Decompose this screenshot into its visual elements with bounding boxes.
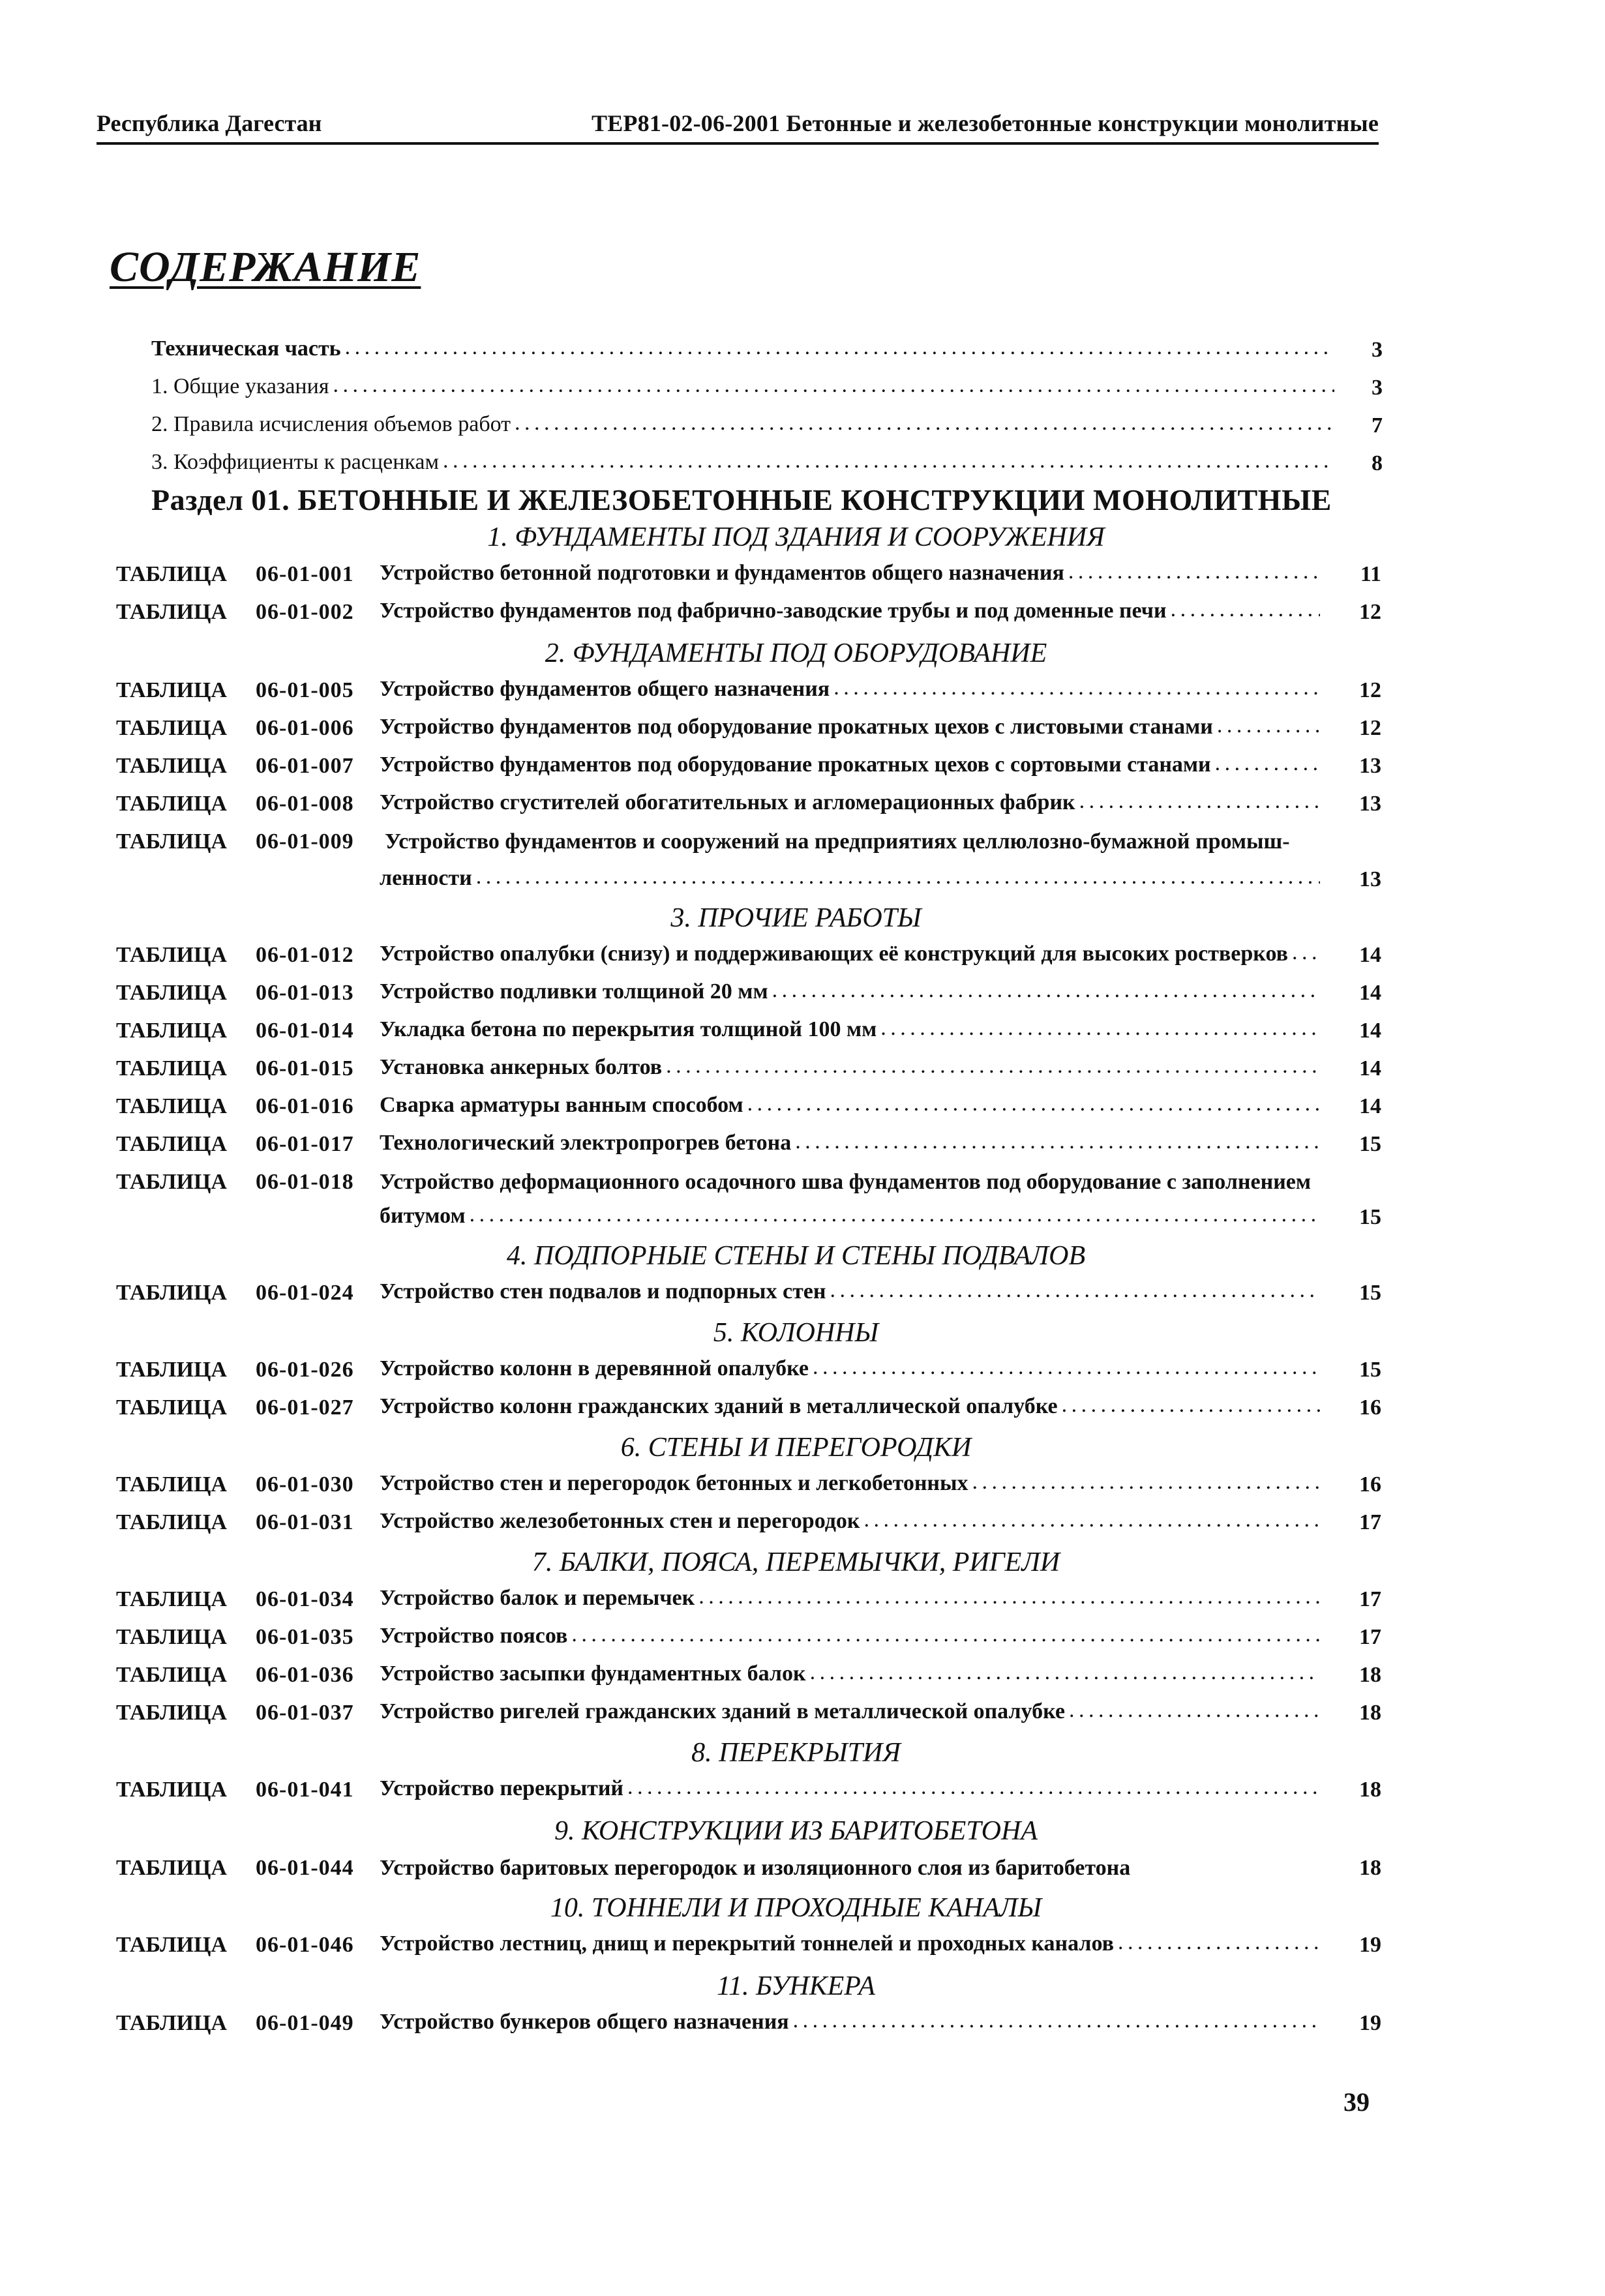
intro-entry[interactable] [151,338,1338,360]
entry-description: Устройство фундаментов под фабрично-заводские трубы и под доменные печи [380,599,1167,623]
entry-description: Установка анкерных болтов [380,1055,663,1079]
leader-dots [795,1131,1320,1153]
intro-entry[interactable] [151,451,1338,473]
table-label: ТАБЛИЦА [116,829,227,854]
intro-page: 8 [1372,451,1383,475]
intro-page: 7 [1372,413,1383,438]
leader-dots [1292,942,1320,964]
table-code: 06-01-002 [256,600,354,624]
subsection-heading: 4. ПОДПОРНЫЕ СТЕНЫ И СТЕНЫ ПОДВАЛОВ [506,1241,1086,1271]
table-code: 06-01-017 [256,1132,354,1156]
intro-label: 2. Правила исчисления объемов работ [151,412,511,436]
entry-description: Укладка бетона по перекрытия толщиной 100 мм [380,1017,877,1041]
entry-description: Устройство опалубки (снизу) и поддерживающих её конструкций для высоких ростверков [380,942,1288,966]
entry-description: Устройство баритовых перегородок и изоляционного слоя из баритобетона [380,1856,1131,1880]
entry-page: 18 [1359,1856,1381,1880]
leader-dots [627,1776,1320,1798]
entry-description: Устройство стен подвалов и подпорных стен [380,1279,826,1304]
leader-dots [571,1624,1320,1646]
table-code: 06-01-041 [256,1778,354,1802]
table-label: ТАБЛИЦА [116,1132,227,1156]
table-label: ТАБЛИЦА [116,754,227,778]
entry-description: Устройство фундаментов под оборудование прокатных цехов с листовыми станами [380,715,1213,739]
entry-description: Устройство фундаментов общего назначения [380,677,830,701]
entry-description: Устройство поясов [380,1624,568,1648]
table-label: ТАБЛИЦА [116,600,227,624]
entry-page: 17 [1359,1510,1381,1534]
entry-description: Устройство железобетонных стен и перегородок [380,1509,860,1533]
table-code: 06-01-015 [256,1056,354,1081]
table-label: ТАБЛИЦА [116,1281,227,1305]
subsection-heading: 3. ПРОЧИЕ РАБОТЫ [670,903,922,933]
table-code: 06-01-016 [256,1094,354,1118]
table-label: ТАБЛИЦА [116,792,227,816]
toc-entry[interactable] [380,600,1324,622]
entry-page: 16 [1359,1395,1381,1420]
table-code: 06-01-014 [256,1019,354,1043]
toc-entry[interactable] [380,754,1324,776]
table-label: ТАБЛИЦА [116,2011,227,2035]
entry-description: Устройство лестниц, днищ и перекрытий тоннелей и проходных каналов [380,1931,1114,1956]
subsection-heading: 1. ФУНДАМЕНТЫ ПОД ЗДАНИЯ И СООРУЖЕНИЯ [487,522,1105,552]
table-label: ТАБЛИЦА [116,1056,227,1081]
table-code: 06-01-035 [256,1625,354,1649]
entry-description: Устройство деформационного осадочного шва фундаментов под оборудование с заполнением [380,1170,1312,1194]
leader-dots [443,450,1334,472]
table-label: ТАБЛИЦА [116,1663,227,1687]
leader-dots [698,1586,1320,1608]
toc-entry-continuation[interactable] [380,867,1324,889]
leader-dots [345,336,1334,359]
toc-entry[interactable] [380,1132,1324,1154]
table-code: 06-01-026 [256,1358,354,1382]
entry-page: 12 [1359,600,1381,624]
entry-page: 12 [1359,716,1381,740]
toc-entry[interactable] [380,562,1324,584]
table-code: 06-01-001 [256,562,354,586]
entry-page: 14 [1359,981,1381,1005]
subsection-heading: 9. КОНСТРУКЦИИ ИЗ БАРИТОБЕТОНА [554,1816,1038,1846]
table-label: ТАБЛИЦА [116,1170,227,1194]
entry-description: Устройство перекрытий [380,1776,624,1800]
table-code: 06-01-024 [256,1281,354,1305]
entry-page: 14 [1359,1056,1381,1081]
leader-dots [470,1204,1320,1226]
entry-page: 13 [1359,792,1381,816]
table-label: ТАБЛИЦА [116,1701,227,1725]
entry-page: 19 [1359,2011,1381,2035]
toc-entry[interactable] [380,1587,1324,1609]
intro-page: 3 [1372,376,1383,400]
toc-entry[interactable] [380,943,1324,965]
leader-dots [813,1356,1320,1379]
toc-entry[interactable] [380,1472,1324,1495]
leader-dots [972,1471,1320,1493]
table-code: 06-01-007 [256,754,354,778]
table-label: ТАБЛИЦА [116,981,227,1005]
intro-entry[interactable] [151,376,1338,398]
table-code: 06-01-018 [256,1170,354,1194]
table-label: ТАБЛИЦА [116,1395,227,1420]
table-code: 06-01-036 [256,1663,354,1687]
entry-description: Устройство подливки толщиной 20 мм [380,979,768,1004]
table-label: ТАБЛИЦА [116,1625,227,1649]
entry-description: Устройство засыпки фундаментных балок [380,1662,806,1686]
leader-dots [810,1662,1320,1684]
table-label: ТАБЛИЦА [116,1587,227,1611]
subsection-heading: 5. КОЛОННЫ [713,1318,879,1348]
leader-dots [830,1279,1320,1302]
intro-label: 3. Коэффициенты к расценкам [151,450,440,474]
leader-dots [880,1017,1320,1039]
entry-page: 15 [1359,1281,1381,1305]
toc-entry[interactable] [380,1094,1324,1116]
toc-entry[interactable] [380,678,1324,700]
entry-page: 18 [1359,1701,1381,1725]
table-code: 06-01-031 [256,1510,354,1534]
subsection-heading: 11. БУНКЕРА [717,1971,875,2001]
entry-page: 15 [1359,1132,1381,1156]
entry-description: Устройство бетонной подготовки и фундаментов общего назначения [380,561,1064,585]
leader-dots [515,412,1334,434]
table-code: 06-01-009 [256,829,354,854]
entry-description: Устройство фундаментов и сооружений на предприятиях целлюлозно-бумажной промыш- [385,829,1290,854]
table-code: 06-01-012 [256,943,354,967]
table-label: ТАБЛИЦА [116,1856,227,1880]
entry-page: 13 [1359,754,1381,778]
table-code: 06-01-013 [256,981,354,1005]
toc-entry[interactable] [380,981,1324,1003]
subsection-heading: 6. СТЕНЫ И ПЕРЕГОРОДКИ [620,1433,972,1463]
table-label: ТАБЛИЦА [116,1510,227,1534]
table-code: 06-01-008 [256,792,354,816]
toc-entry[interactable] [380,1933,1324,1955]
leader-dots [1062,1394,1320,1416]
entry-description-continued: ленности [380,866,472,890]
entry-page: 17 [1359,1587,1381,1611]
entry-page: 14 [1359,943,1381,967]
entry-page: 13 [1359,867,1381,891]
subsection-heading: 2. ФУНДАМЕНТЫ ПОД ОБОРУДОВАНИЕ [545,638,1047,668]
toc-entry[interactable] [380,2011,1324,2033]
table-label: ТАБЛИЦА [116,1778,227,1802]
table-code: 06-01-005 [256,678,354,702]
subsection-heading: 10. ТОННЕЛИ И ПРОХОДНЫЕ КАНАЛЫ [550,1893,1042,1923]
entry-description: Устройство фундаментов под оборудование прокатных цехов с сортовыми станами [380,753,1211,777]
table-code: 06-01-046 [256,1933,354,1957]
leader-dots [772,979,1320,1002]
table-code: 06-01-027 [256,1395,354,1420]
entry-page: 15 [1359,1205,1381,1229]
toc-entry[interactable] [380,1056,1324,1079]
toc-entry[interactable] [380,1019,1324,1041]
table-label: ТАБЛИЦА [116,562,227,586]
leader-dots [666,1055,1320,1077]
table-code: 06-01-030 [256,1472,354,1497]
table-label: ТАБЛИЦА [116,943,227,967]
toc-entry[interactable] [380,1701,1324,1723]
entry-description: Сварка арматуры ванным способом [380,1093,743,1117]
leader-dots [1068,561,1320,583]
leader-dots [1215,753,1320,775]
table-label: ТАБЛИЦА [116,1472,227,1497]
entry-description: Устройство колонн в деревянной опалубке [380,1356,809,1380]
table-label: ТАБЛИЦА [116,1358,227,1382]
entry-description: Устройство бункеров общего назначения [380,2010,789,2034]
leader-dots [1069,1699,1320,1722]
entry-description-continued: битумом [380,1204,466,1228]
entry-page: 15 [1359,1358,1381,1382]
header-region: Республика Дагестан [97,110,322,136]
table-code: 06-01-044 [256,1856,354,1880]
toc-entry[interactable] [380,1358,1324,1380]
leader-dots [833,677,1320,699]
leader-dots [793,2010,1320,2032]
entry-description: Устройство балок и перемычек [380,1586,695,1610]
header-document-title: ТЕР81-02-06-2001 Бетонные и железобетонные конструкции монолитные [592,110,1379,136]
toc-entry-continuation[interactable] [380,1205,1324,1227]
table-code: 06-01-049 [256,2011,354,2035]
toc-entry[interactable] [380,1663,1324,1685]
table-label: ТАБЛИЦА [116,1019,227,1043]
table-label: ТАБЛИЦА [116,1094,227,1118]
entry-page: 17 [1359,1625,1381,1649]
toc-title: СОДЕРЖАНИЕ [110,243,421,291]
entry-description: Устройство стен и перегородок бетонных и легкобетонных [380,1471,968,1495]
leader-dots [864,1509,1320,1531]
leader-dots [1171,599,1320,621]
entry-description: Устройство сгустителей обогатительных и агломерационных фабрик [380,790,1075,814]
toc-entry[interactable] [380,1281,1324,1303]
leader-dots [333,374,1334,396]
table-code: 06-01-034 [256,1587,354,1611]
entry-description: Устройство ригелей гражданских зданий в металлической опалубке [380,1699,1065,1723]
table-code: 06-01-037 [256,1701,354,1725]
entry-page: 16 [1359,1472,1381,1497]
intro-page: 3 [1372,338,1383,362]
intro-entry[interactable] [151,413,1338,436]
leader-dots [1079,790,1320,813]
toc-entry[interactable] [380,1625,1324,1647]
entry-description: Технологический электропрогрев бетона [380,1131,792,1155]
entry-page: 19 [1359,1933,1381,1957]
section-title: Раздел 01. БЕТОННЫЕ И ЖЕЛЕЗОБЕТОННЫЕ КОНСТРУКЦИИ МОНОЛИТНЫЕ [151,483,1332,516]
subsection-heading: 7. БАЛКИ, ПОЯСА, ПЕРЕМЫЧКИ, РИГЕЛИ [532,1547,1060,1577]
subsection-heading: 8. ПЕРЕКРЫТИЯ [691,1738,901,1768]
toc-entry[interactable] [380,1778,1324,1800]
leader-dots [747,1093,1320,1115]
page-number: 39 [1343,2087,1370,2117]
entry-page: 11 [1360,562,1381,586]
entry-page: 12 [1359,678,1381,702]
toc-entry[interactable] [380,792,1324,814]
leader-dots [1118,1931,1320,1954]
toc-entry[interactable] [380,716,1324,738]
table-code: 06-01-006 [256,716,354,740]
leader-dots [1217,715,1320,737]
entry-page: 18 [1359,1663,1381,1687]
leader-dots [476,866,1320,888]
entry-page: 14 [1359,1019,1381,1043]
entry-description: Устройство колонн гражданских зданий в металлической опалубке [380,1394,1058,1418]
entry-page: 14 [1359,1094,1381,1118]
page-header [97,108,1379,145]
entry-page: 18 [1359,1778,1381,1802]
table-label: ТАБЛИЦА [116,1933,227,1957]
toc-entry[interactable] [380,1510,1324,1532]
intro-label: Техническая часть [151,336,341,361]
table-label: ТАБЛИЦА [116,716,227,740]
table-label: ТАБЛИЦА [116,678,227,702]
toc-entry[interactable] [380,1395,1324,1418]
intro-label: 1. Общие указания [151,374,329,398]
